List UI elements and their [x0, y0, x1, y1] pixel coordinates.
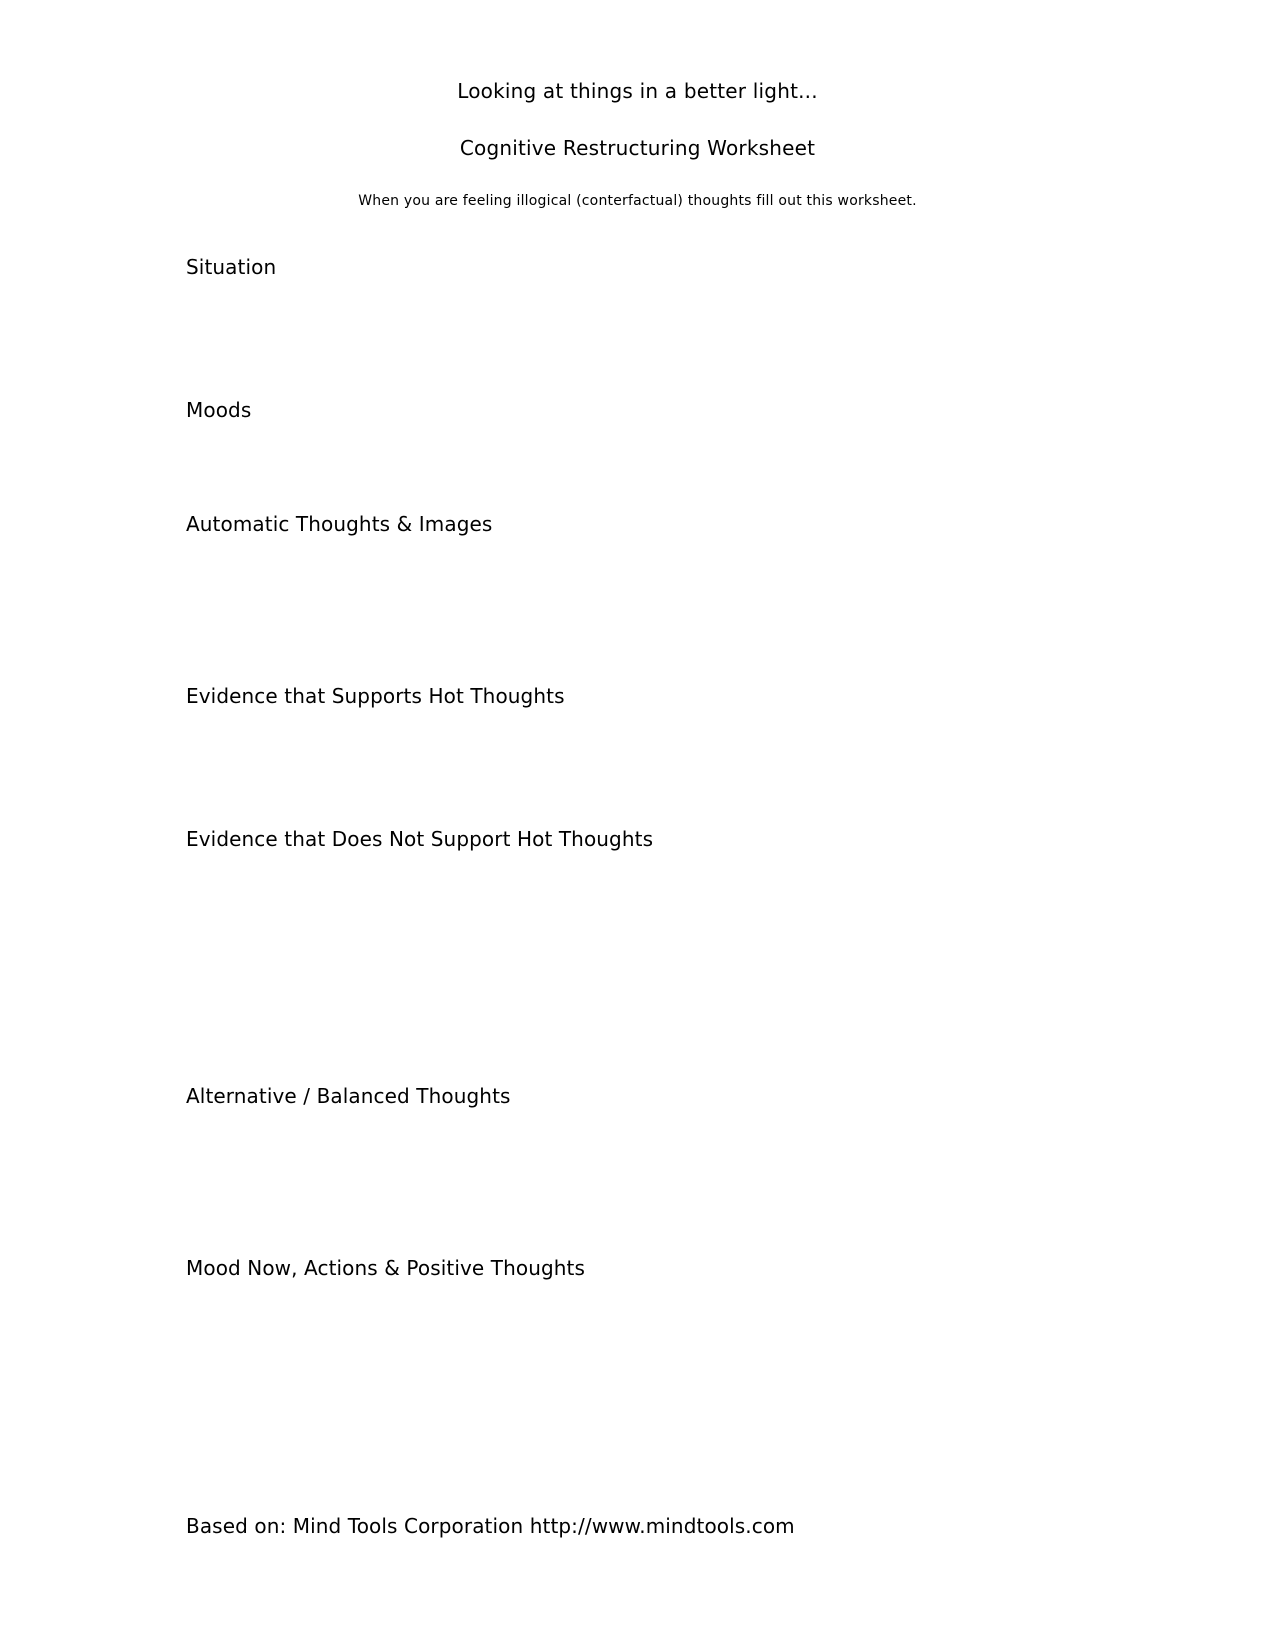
- automatic-thoughts-response-area[interactable]: [186, 546, 1086, 676]
- supporting-evidence-response-area[interactable]: [186, 718, 1086, 818]
- page-tagline: Looking at things in a better light...: [457, 79, 818, 103]
- section-label-situation: Situation: [186, 255, 277, 279]
- section-label-balanced-thoughts: Alternative / Balanced Thoughts: [186, 1084, 511, 1108]
- non-supporting-evidence-response-area[interactable]: [186, 861, 1086, 1071]
- mood-now-response-area[interactable]: [186, 1290, 1086, 1490]
- situation-response-area[interactable]: [186, 290, 1086, 390]
- section-label-moods: Moods: [186, 398, 252, 422]
- page-title: Cognitive Restructuring Worksheet: [459, 136, 816, 160]
- footer-credit: Based on: Mind Tools Corporation http://www.mindtools.com: [186, 1514, 795, 1538]
- balanced-thoughts-response-area[interactable]: [186, 1118, 1086, 1248]
- section-label-non-supporting-evidence: Evidence that Does Not Support Hot Thoughts: [186, 827, 654, 851]
- section-label-automatic-thoughts: Automatic Thoughts & Images: [186, 512, 493, 536]
- section-label-supporting-evidence: Evidence that Supports Hot Thoughts: [186, 684, 565, 708]
- moods-response-area[interactable]: [186, 432, 1086, 512]
- worksheet-instruction: When you are feeling illogical (conterfactual) thoughts fill out this worksheet.: [358, 193, 917, 209]
- section-label-mood-now: Mood Now, Actions & Positive Thoughts: [186, 1256, 586, 1280]
